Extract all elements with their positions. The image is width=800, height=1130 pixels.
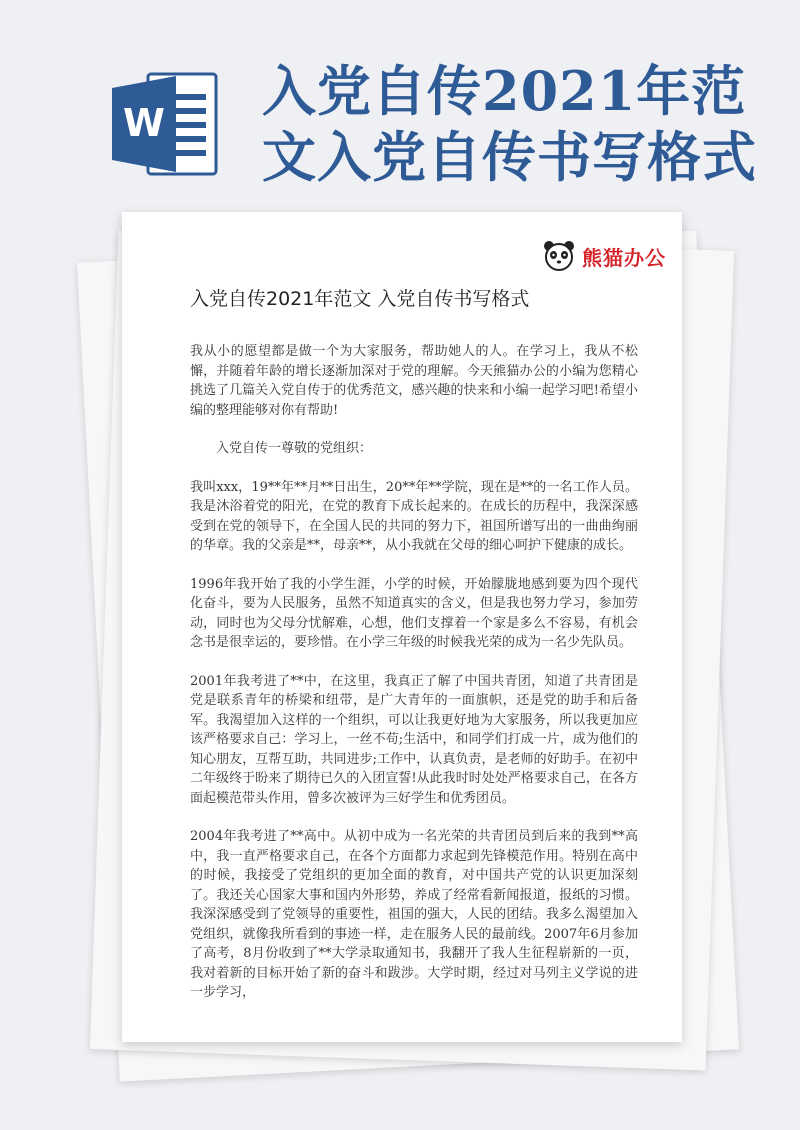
brand-logo	[542, 238, 666, 274]
word-document-icon	[110, 68, 222, 180]
banner-title-line-2: 文入党自传书写格式	[262, 125, 757, 189]
banner-header	[0, 0, 800, 205]
svg-text:W: W	[123, 101, 165, 145]
document-body	[190, 342, 638, 1022]
paragraph-4: 2004年我考进了**高中。从初中成为一名光荣的共青团员到后来的我到**高中，我一直严格要求自己，在各个方面都力求起到先锋模范作用。特别在高中的时候，我接受了党组织的更加全面的教育，对中国共产党的认识更加深刻了。我还关心国家大事和国内外形势，养成了经常看新闻报道，报纸的习惯。我深深感受到了党领导的重要性，祖国的强大，人民的团结。我多么渴望加入党组织，就像我所看到的事迹一样，走在服务人民的最前线。2007年6月参加了高考，8月份收到了**大学录取通知书，我翻开了我人生征程崭新的一页，我对着新的目标开始了新的奋斗和跋涉。大学时期，经过对马列主义学说的进一步学习，	[190, 829, 638, 1000]
paragraph-salutation: 入党自传一尊敬的党组织：	[216, 441, 373, 456]
paragraph-1: 我叫xxx，19**年**月**日出生，20**年**学院，现在是**的一名工作人员。我是沐浴着党的阳光，在党的教育下成长起来的。在成长的历程中，我深深感受到在党的领导下，在全国人民的共同的努力下，祖国所谱写出的一曲曲绚丽的华章。我的父亲是**，母亲**，从小我就在父母的细心呵护下健康的成长。	[190, 479, 638, 553]
panda-icon	[542, 239, 576, 273]
banner-title	[262, 58, 782, 190]
paragraph-intro: 我从小的愿望都是做一个为大家服务，帮助她人的人。在学习上，我从不松懈，并随着年龄的增长逐渐加深对于党的理解。今天熊猫办公的小编为您精心挑选了几篇关入党自传于的优秀范文，感兴趣的快来和小编一起学习吧!希望小编的整理能够对你有帮助!	[190, 344, 638, 418]
paragraph-2: 1996年我开始了我的小学生涯，小学的时候，开始朦胧地感到要为四个现代化奋斗，要为人民服务，虽然不知道真实的含义，但是我也努力学习，参加劳动，同时也为父母分忧解难，心想，他们支撑着一个家是多么不容易，有机会念书是很幸运的，要珍惜。在小学三年级的时候我光荣的成为一名少先队员。	[190, 576, 638, 650]
paragraph-3: 2001年我考进了**中，在这里，我真正了解了中国共青团，知道了共青团是党是联系青年的桥梁和纽带，是广大青年的一面旗帜，还是党的助手和后备军。我渴望加入这样的一个组织，可以让我更好地为大家服务，所以我更加应该严格要求自己：学习上，一丝不苟;生活中，和同学们打成一片，成为他们的知心朋友，互帮互助，共同进步;工作中，认真负责，是老师的好助手。在初中二年级终于盼来了期待已久的入团宣誓!从此我时时处处严格要求自己，在各方面起模范带头作用，曾多次被评为三好学生和优秀团员。	[190, 673, 638, 806]
banner-title-line-1: 入党自传2021年范	[262, 59, 747, 123]
document-page	[122, 212, 682, 1042]
document-title: 入党自传2021年范文 入党自传书写格式	[190, 288, 530, 310]
brand-logo-text: 熊猫办公	[582, 245, 666, 270]
